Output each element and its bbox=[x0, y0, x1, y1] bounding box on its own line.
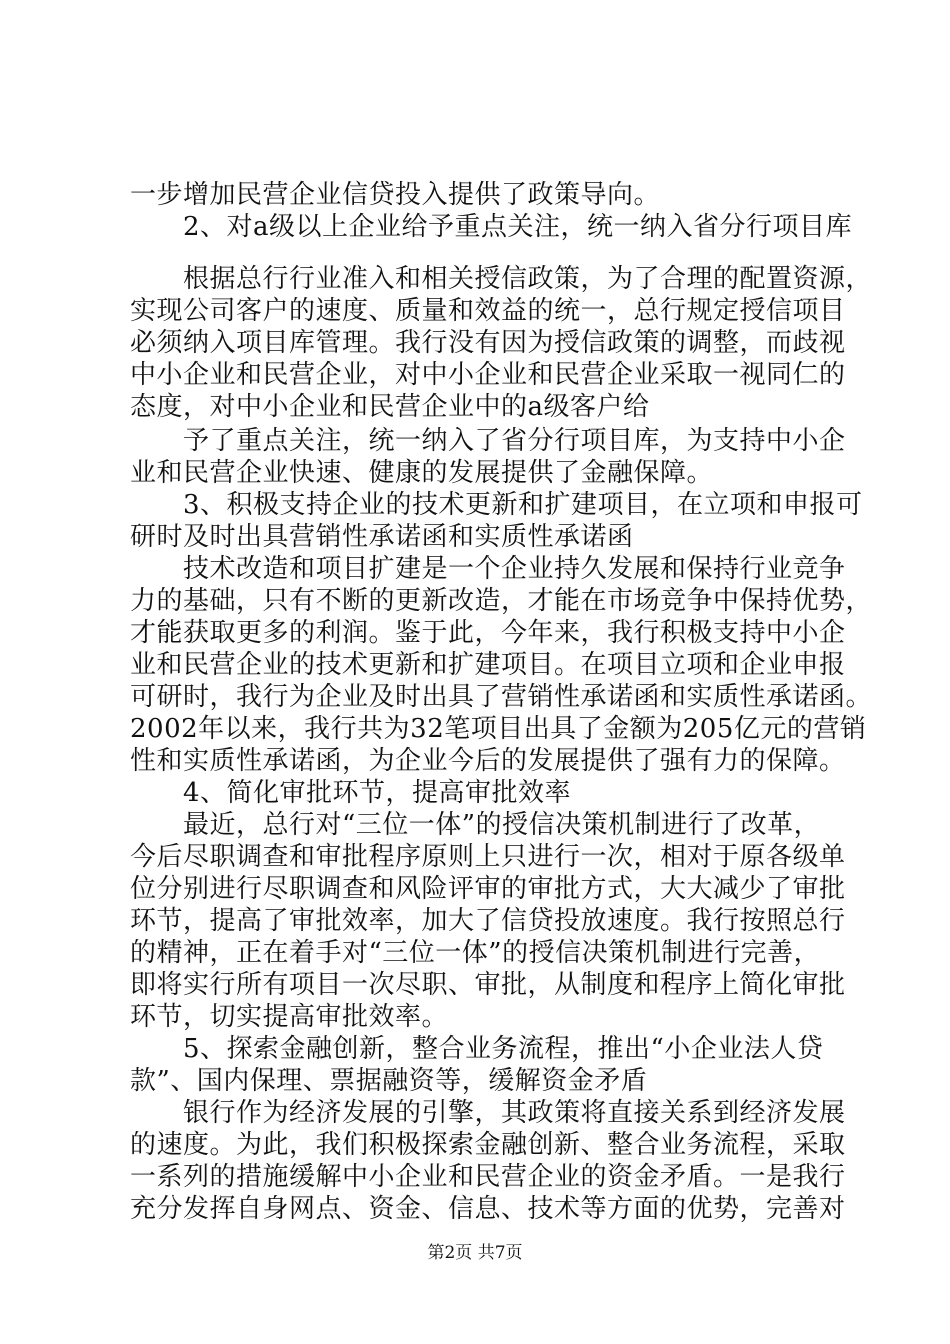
text-line: 最近，总行对“三位一体”的授信决策机制进行了改革， bbox=[130, 810, 821, 840]
section-heading: 5、探索金融创新，整合业务流程，推出“小企业法人贷 bbox=[130, 1034, 824, 1064]
text-line: 的精神，正在着手对“三位一体”的授信决策机制进行完善， bbox=[130, 938, 821, 968]
text-line: 业和民营企业快速、健康的发展提供了金融保障。 bbox=[130, 458, 714, 488]
text-line: 2002年以来，我行共为32笔项目出具了金额为205亿元的营销 bbox=[130, 714, 867, 744]
text-line: 性和实质性承诺函，为企业今后的发展提供了强有力的保障。 bbox=[130, 746, 846, 776]
section-heading: 研时及时出具营销性承诺函和实质性承诺函 bbox=[130, 522, 634, 552]
text-line: 态度，对中小企业和民营企业中的a级客户给 bbox=[130, 392, 650, 422]
text-line: 必须纳入项目库管理。我行没有因为授信政策的调整，而歧视 bbox=[130, 328, 846, 358]
text-line: 环节，切实提高审批效率。 bbox=[130, 1002, 449, 1032]
text-line: 技术改造和项目扩建是一个企业持久发展和保持行业竞争 bbox=[130, 554, 846, 584]
text-line: 一系列的措施缓解中小企业和民营企业的资金矛盾。一是我行 bbox=[130, 1162, 846, 1192]
text-line: 今后尽职调查和审批程序原则上只进行一次，相对于原各级单 bbox=[130, 842, 846, 872]
text-line: 可研时，我行为企业及时出具了营销性承诺函和实质性承诺函。 bbox=[130, 682, 873, 712]
text-line: 的速度。为此，我们积极探索金融创新、整合业务流程，采取 bbox=[130, 1130, 846, 1160]
text-line: 充分发挥自身网点、资金、信息、技术等方面的优势，完善对 bbox=[130, 1194, 846, 1224]
text-line: 中小企业和民营企业，对中小企业和民营企业采取一视同仁的 bbox=[130, 360, 846, 390]
text-line: 予了重点关注，统一纳入了省分行项目库，为支持中小企 bbox=[130, 426, 846, 456]
text-line: 才能获取更多的利润。鉴于此，今年来，我行积极支持中小企 bbox=[130, 618, 846, 648]
section-heading: 4、简化审批环节，提高审批效率 bbox=[130, 778, 572, 808]
section-heading: 2、对a级以上企业给予重点关注，统一纳入省分行项目库 bbox=[130, 212, 853, 242]
text-line: 一步增加民营企业信贷投入提供了政策导向。 bbox=[130, 180, 661, 210]
text-line: 环节，提高了审批效率，加大了信贷投放速度。我行按照总行 bbox=[130, 906, 846, 936]
text-line: 银行作为经济发展的引擎，其政策将直接关系到经济发展 bbox=[130, 1098, 846, 1128]
text-line: 根据总行行业准入和相关授信政策，为了合理的配置资源， bbox=[130, 264, 873, 294]
text-line: 即将实行所有项目一次尽职、审批，从制度和程序上简化审批 bbox=[130, 970, 846, 1000]
text-line: 实现公司客户的速度、质量和效益的统一，总行规定授信项目 bbox=[130, 296, 846, 326]
text-line: 业和民营企业的技术更新和扩建项目。在项目立项和企业申报 bbox=[130, 650, 846, 680]
section-heading: 款”、国内保理、票据融资等，缓解资金矛盾 bbox=[130, 1066, 648, 1096]
section-heading: 3、积极支持企业的技术更新和扩建项目，在立项和申报可 bbox=[130, 490, 863, 520]
text-line: 力的基础，只有不断的更新改造，才能在市场竞争中保持优势， bbox=[130, 586, 873, 616]
page-number-footer: 第2页 共7页 bbox=[427, 1243, 523, 1263]
text-line: 位分别进行尽职调查和风险评审的审批方式，大大减少了审批 bbox=[130, 874, 846, 904]
